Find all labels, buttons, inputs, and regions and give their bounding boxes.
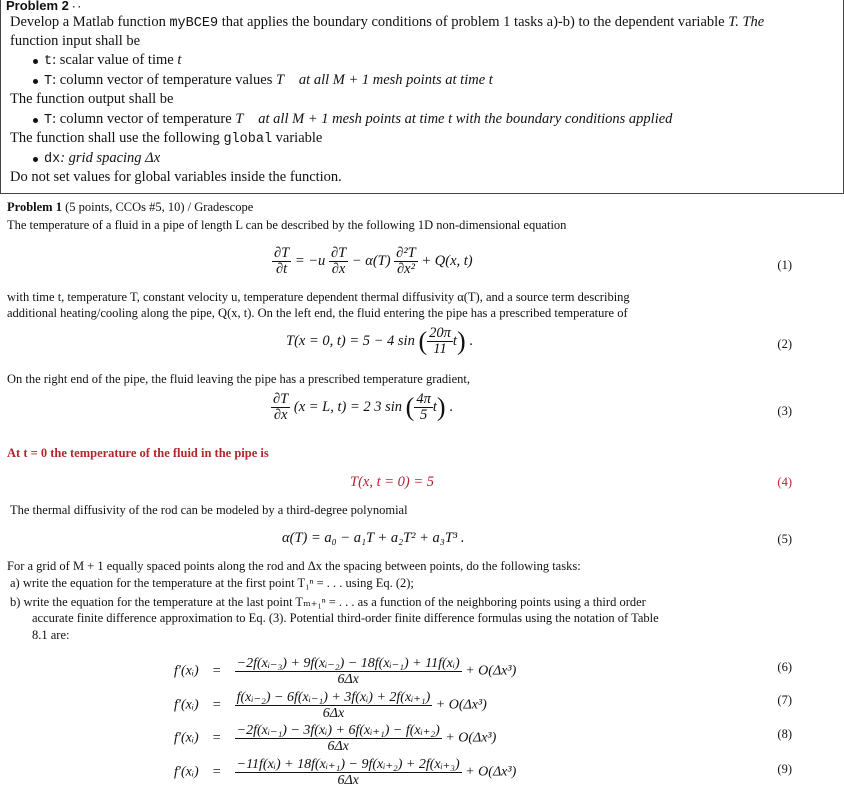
input-T: T: column vector of temperature values T⃗ at all M + 1 mesh points at time t — [44, 72, 493, 89]
task-b-line2: accurate finite difference approximation to Eq. (3). Potential third-order finite difference formulas using the notation of Table — [32, 611, 659, 625]
output-T: T: column vector of temperature T⃗ at all M + 1 mesh points at time t with the boundary conditions applied — [44, 111, 673, 128]
equation-1: $\frac{\partial T}{\partial t}$ = −u $\frac{\partial T}{\partial x}$ − α(T) $\frac{\text{∂²T}}{\text{∂x²}}$ + Q(x, t) — [274, 245, 473, 277]
eq9-number: (9) — [777, 762, 792, 776]
task-b-line3: 8.1 are: — [32, 628, 70, 642]
bullet-icon — [33, 118, 38, 123]
fd-formula-6: f′(xᵢ) = $\frac{\text{−2f(xᵢ₋₃) + 9f(xᵢ₋₂) − 18f(xᵢ₋₁) + 11f(xᵢ)}}{6\Delta x}$ + O(Δx³) — [174, 656, 517, 687]
fd-formula-8: f′(xᵢ) = $\frac{\text{−2f(xᵢ₋₁) − 3f(xᵢ) + 6f(xᵢ₊₁) − f(xᵢ₊₂)}}{6\Delta x}$ + O(Δx³) — [174, 723, 497, 754]
problem1-intro: The temperature of a fluid in a pipe of length L can be described by the following 1D non-dimensional equation — [7, 218, 567, 232]
problem2-global: The function shall use the following global variable — [10, 130, 323, 147]
problem2-no-set: Do not set values for global variables inside the function. — [10, 169, 342, 185]
equation-5: α(T) = a₀ − a₁T + a₂T² + a₃T³ . — [282, 530, 465, 546]
problem1-para1-line2: additional heating/cooling along the pipe, Q(x, t). On the left end, the fluid entering the pipe has a prescribed temperature of — [7, 306, 628, 320]
eq5-number: (5) — [777, 532, 792, 546]
eq2-number: (2) — [777, 337, 792, 351]
problem2-heading: Problem 2 · · — [6, 0, 81, 13]
initial-condition-text: At t = 0 the temperature of the fluid in the pipe is — [7, 446, 269, 460]
grid-text: For a grid of M + 1 equally spaced points along the rod and Δx the spacing between points, do the following tasks: — [7, 559, 581, 573]
eq6-number: (6) — [777, 660, 792, 674]
problem2-output-intro: The function output shall be — [10, 91, 174, 107]
diffusivity-text: The thermal diffusivity of the rod can be modeled by a third-degree polynomial — [10, 503, 408, 517]
eq4-number: (4) — [777, 475, 792, 489]
global-dx: dx: grid spacing Δx — [44, 150, 161, 167]
bullet-icon — [33, 157, 38, 162]
eq7-number: (7) — [777, 693, 792, 707]
problem1-para1-line1: with time t, temperature T, constant velocity u, temperature dependent thermal diffusivity α(T), and a source term describing — [7, 290, 630, 304]
task-b-line1: b) write the equation for the temperature at the last point Tₘ₊₁ⁿ = . . . as a function of the neighboring points using a third order — [10, 595, 646, 609]
problem2-input-intro: function input shall be — [10, 33, 141, 49]
equation-3: $\frac{\partial T}{\partial x}$ (x = L, t) = 2 3 sin ( $\frac{4\pi}{5}$ t) . — [273, 391, 453, 423]
equation-2: T(x = 0, t) = 5 − 4 sin ( $\frac{20\pi}{11}$ t) . — [286, 325, 473, 357]
fd-formula-7: f′(xᵢ) = $\frac{\text{f(xᵢ₋₂) − 6f(xᵢ₋₁) + 3f(xᵢ) + 2f(xᵢ₊₁)}}{6\Delta x}$ + O(Δx³) — [174, 690, 487, 721]
eq8-number: (8) — [777, 727, 792, 741]
equation-4: T(x, t = 0) = 5 — [350, 474, 435, 490]
problem2-line1: Develop a Matlab function myBCE9 that applies the boundary conditions of problem 1 tasks a)-b) to the dependent variable T. The — [10, 14, 765, 31]
eq1-number: (1) — [777, 258, 792, 272]
bullet-icon — [33, 59, 38, 64]
problem1-right-end: On the right end of the pipe, the fluid leaving the pipe has a prescribed temperature gradient, — [7, 372, 471, 386]
task-a: a) write the equation for the temperature at the first point T₁ⁿ = . . . using Eq. (2); — [10, 576, 414, 590]
fd-formula-9: f′(xᵢ) = $\frac{\text{−11f(xᵢ) + 18f(xᵢ₊₁) − 9f(xᵢ₊₂) + 2f(xᵢ₊₃)}}{6\Delta x}$ + O(Δx³) — [174, 757, 517, 788]
problem1-heading: Problem 1 (5 points, CCOs #5, 10) / Gradescope — [7, 200, 254, 214]
input-t: t: scalar value of time t — [44, 52, 182, 69]
bullet-icon — [33, 79, 38, 84]
eq3-number: (3) — [777, 404, 792, 418]
